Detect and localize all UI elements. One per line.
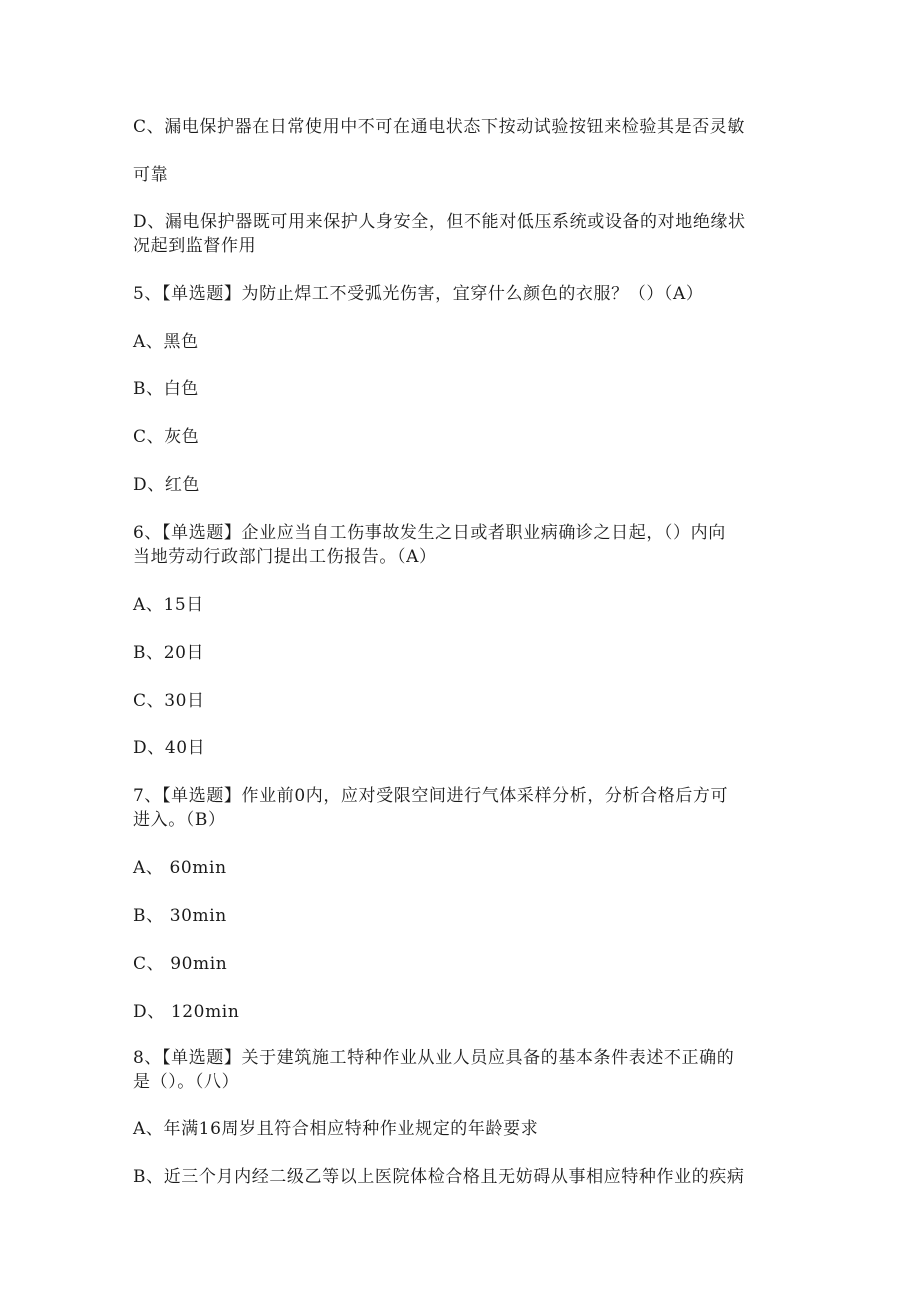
question-5: 5、【单选题】为防止焊工不受弧光伤害，宜穿什么颜色的衣服？（）（A）: [133, 284, 704, 304]
option-5a: A、黑色: [133, 332, 199, 352]
option-6c: C、30日: [133, 691, 205, 711]
option-4d-line-1: D、漏电保护器既可用来保护人身安全，但不能对低压系统或设备的对地绝缘状: [133, 212, 746, 232]
option-8b: B、近三个月内经二级乙等以上医院体检合格且无妨碍从事相应特种作业的疾病: [133, 1167, 745, 1187]
option-7a: A、 60min: [133, 858, 227, 878]
option-5d: D、红色: [133, 475, 201, 495]
question-7-line-1: 7、【单选题】作业前0内，应对受限空间进行气体采样分析，分析合格后方可: [133, 786, 729, 806]
option-5b: B、白色: [133, 379, 199, 399]
option-5c: C、灰色: [133, 427, 200, 447]
option-8a: A、年满16周岁且符合相应特种作业规定的年龄要求: [133, 1119, 539, 1139]
question-7-line-2: 进入。（B）: [133, 810, 226, 830]
question-6-line-1: 6、【单选题】企业应当自工伤事故发生之日或者职业病确诊之日起，（）内向: [133, 523, 726, 543]
option-7d: D、 120min: [133, 1002, 240, 1022]
option-6d: D、40日: [133, 738, 206, 758]
option-4c-line-2: 可靠: [133, 165, 169, 185]
option-7c: C、 90min: [133, 954, 228, 974]
option-6b: B、20日: [133, 643, 205, 663]
option-7b: B、 30min: [133, 906, 227, 926]
option-4c-line-1: C、漏电保护器在日常使用中不可在通电状态下按动试验按钮来检验其是否灵敏: [133, 117, 746, 137]
option-6a: A、15日: [133, 595, 204, 615]
question-8-line-2: 是（）。（八）: [133, 1072, 240, 1092]
question-6-line-2: 当地劳动行政部门提出工伤报告。（A）: [133, 547, 437, 567]
question-8-line-1: 8、【单选题】关于建筑施工特种作业从业人员应具备的基本条件表述不正确的: [133, 1048, 735, 1068]
option-4d-line-2: 况起到监督作用: [133, 236, 257, 256]
